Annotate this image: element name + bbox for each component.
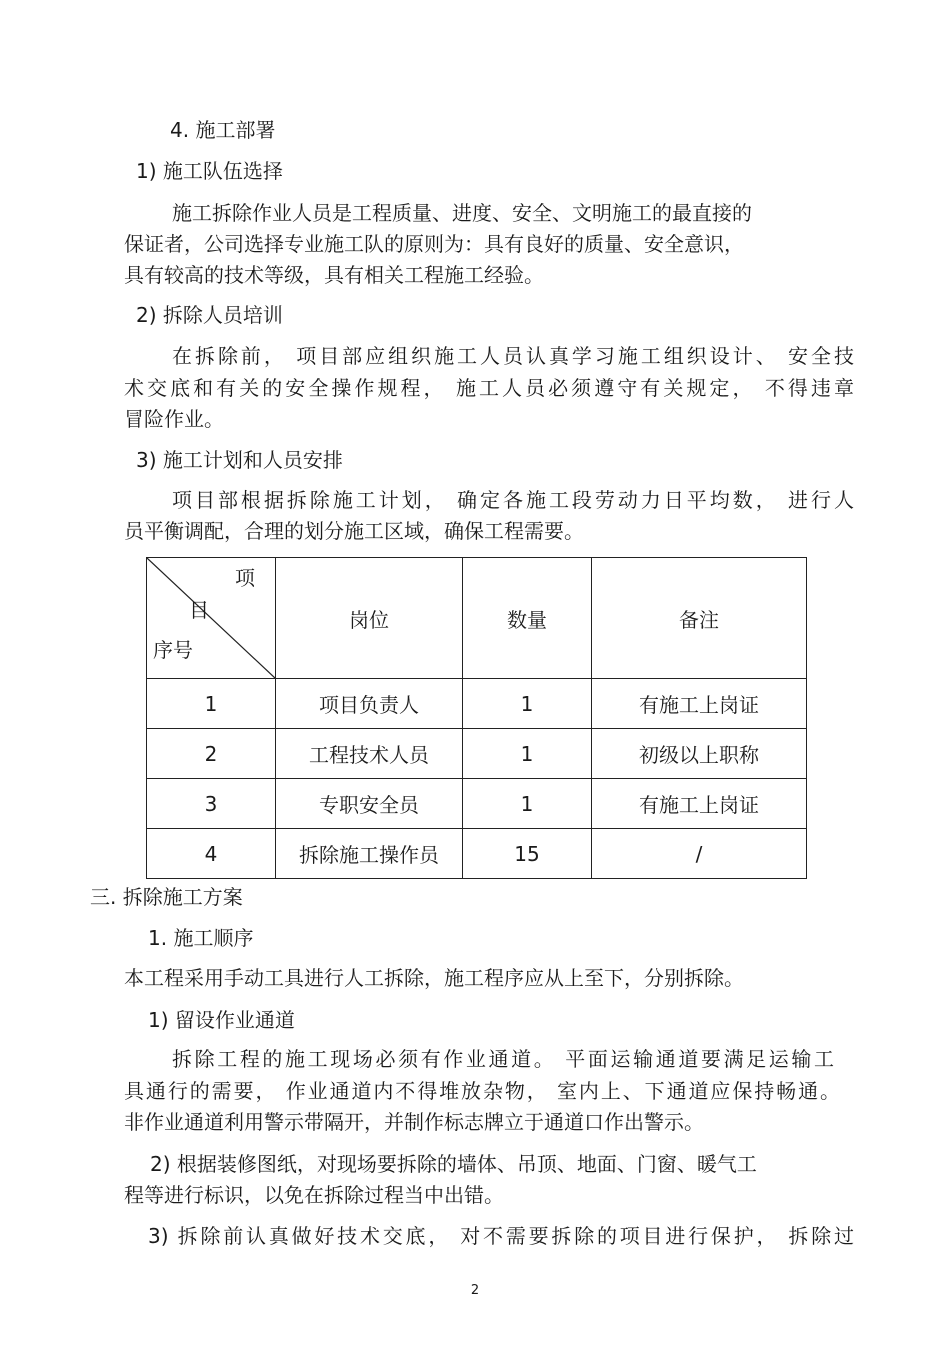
item-heading: 1) 留设作业通道 [148,1008,295,1032]
table-cell: 3 [147,779,276,829]
item-paragraph-line: 程等进行标识，以免在拆除过程当中出错。 [124,1183,504,1207]
section-heading: 4. 施工部署 [170,118,276,142]
table-cell: 项目负责人 [276,679,463,729]
item-paragraph-line: 2) 根据装修图纸，对现场要拆除的墙体、吊顶、地面、门窗、暖气工 [150,1152,757,1176]
paragraph-line: 冒险作业。 [124,407,224,431]
paragraph-line: 具通行的需要， 作业通道内不得堆放杂物， 室内上、下通道应保持畅通。 [124,1079,840,1103]
item-paragraph-line: 3) 拆除前认真做好技术交底， 对不需要拆除的项目进行保护， 拆除过 [148,1224,854,1248]
paragraph-line: 具有较高的技术等级，具有相关工程施工经验。 [124,263,544,287]
paragraph-line: 本工程采用手动工具进行人工拆除，施工程序应从上至下，分别拆除。 [124,966,744,990]
subsection-heading: 1) 施工队伍选择 [136,159,283,183]
subsection-heading: 1. 施工顺序 [148,926,254,950]
corner-label-bottom: 序号 [153,638,193,662]
table-cell: 1 [147,679,276,729]
table-row [147,829,807,879]
table-cell: 拆除施工操作员 [276,829,463,879]
table-row [147,679,807,729]
subsection-heading: 3) 施工计划和人员安排 [136,448,343,472]
page-number: 2 [470,1283,480,1298]
table-header-cell: 数量 [463,558,592,679]
paragraph-line: 保证者，公司选择专业施工队的原则为：具有良好的质量、安全意识， [124,232,744,256]
table-cell: 4 [147,829,276,879]
table-header-row [147,558,807,679]
paragraph-line: 在拆除前， 项目部应组织施工人员认真学习施工组织设计、 安全技 [172,344,854,368]
table-row [147,729,807,779]
corner-label-middle: 目 [189,598,209,622]
corner-label-top: 项 [235,566,255,590]
paragraph-line: 术交底和有关的安全操作规程， 施工人员必须遵守有关规定， 不得违章 [124,376,854,400]
table-cell: 工程技术人员 [276,729,463,779]
table-header-cell: 岗位 [276,558,463,679]
paragraph-line: 拆除工程的施工现场必须有作业通道。 平面运输通道要满足运输工 [172,1047,834,1071]
paragraph-line: 施工拆除作业人员是工程质量、进度、安全、文明施工的最直接的 [172,201,752,225]
paragraph-line: 员平衡调配，合理的划分施工区域，确保工程需要。 [124,519,584,543]
table-cell: / [592,829,807,879]
table-cell: 有施工上岗证 [592,779,807,829]
paragraph-line: 项目部根据拆除施工计划， 确定各施工段劳动力日平均数， 进行人 [172,488,854,512]
table-cell: 15 [463,829,592,879]
subsection-heading: 2) 拆除人员培训 [136,303,283,327]
table-cell: 专职安全员 [276,779,463,829]
paragraph-line: 非作业通道利用警示带隔开，并制作标志牌立于通道口作出警示。 [124,1110,704,1134]
staff-table [146,557,807,879]
table-header-cell: 备注 [592,558,807,679]
table-cell: 1 [463,779,592,829]
table-corner-cell [147,558,276,679]
table-cell: 2 [147,729,276,779]
table-cell: 有施工上岗证 [592,679,807,729]
table-cell: 初级以上职称 [592,729,807,779]
table-cell: 1 [463,679,592,729]
table-row [147,779,807,829]
section-heading: 三. 拆除施工方案 [90,885,243,909]
table-cell: 1 [463,729,592,779]
